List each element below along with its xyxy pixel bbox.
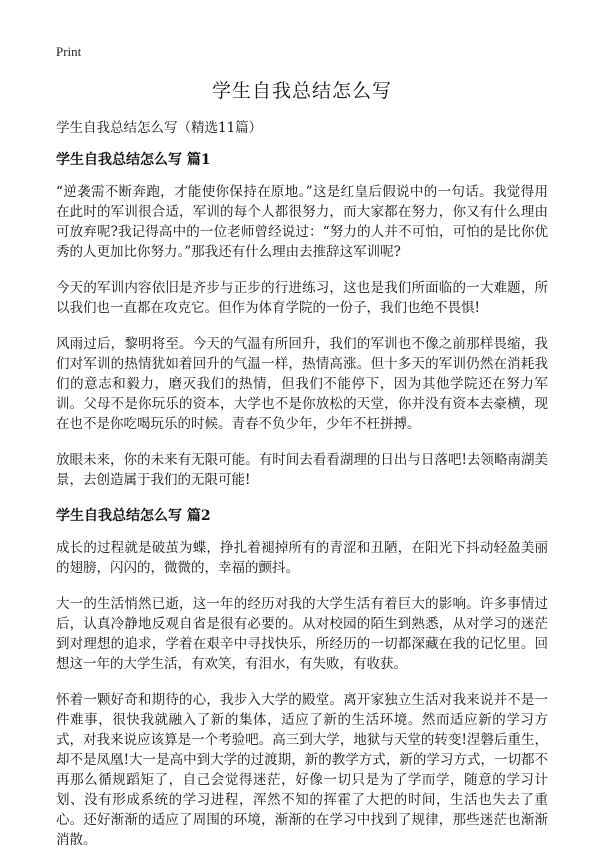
- paragraph: 风雨过后，黎明将至。今天的气温有所回升，我们的军训也不像之前那样畏缩，我们对军训的热情犹如着回升的气温一样，热情高涨。但十多天的军训仍然在消耗我们的意志和毅力，磨灭我们的热情，但我们不能停下，因为其他学院还在努力军训。父母不是你玩乐的资本，大学也不是你放松的天堂，你并没有资本去豪横，现在也不是你吃喝玩乐的时候。青春不负少年，少年不枉拼搏。: [56, 336, 548, 432]
- paragraph: 成长的过程就是破茧为蝶，挣扎着褪掉所有的青涩和丑陋，在阳光下抖动轻盈美丽的翅膀，闪闪的，微微的，幸福的颤抖。: [56, 540, 548, 576]
- section-heading: 学生自我总结怎么写 篇2: [56, 508, 211, 524]
- document-title: 学生自我总结怎么写: [211, 80, 392, 102]
- print-link[interactable]: Print: [56, 44, 82, 59]
- section-heading: 学生自我总结怎么写 篇1: [56, 152, 211, 168]
- paragraph: “逆袭需不断奔跑，才能使你保持在原地。”这是红皇后假说中的一句话。我觉得用在此时的军训很合适，军训的每个人都很努力，而大家都在努力，你又有什么理由可放弃呢?我记得高中的一位老师曾经说过：“努力的人并不可怕，可怕的是比你优秀的人更加比你努力。”那我还有什么理由去推辞这军训呢?: [56, 184, 548, 260]
- document-subtitle: 学生自我总结怎么写（精选11篇）: [56, 120, 263, 136]
- paragraph: 怀着一颗好奇和期待的心，我步入大学的殿堂。离开家独立生活对我来说并不是一件难事，很快我就融入了新的集体，适应了新的生活环境。然而适应新的学习方式，对我来说应该算是一个考验吧。高三到大学，地狱与天堂的转变!涅磐后重生，却不是凤凰!大一是高中到大学的过渡期，新的教学方式，新的学习方式，一切都不再那么循规蹈矩了，自己会觉得迷茫，好像一切只是为了学而学，随意的学习计划、没有形成系统的学习进程，浑然不知的挥霍了大把的时间，生活也失去了重心。还好渐渐的适应了周围的环境，渐渐的在学习中找到了规律，那些迷茫也渐渐消散。: [56, 692, 548, 848]
- paragraph: 今天的军训内容依旧是齐步与正步的行进练习，这也是我们所面临的一大难题，所以我们也一直都在攻克它。但作为体育学院的一份子，我们也绝不畏惧!: [56, 280, 548, 316]
- paragraph: 放眼未来，你的未来有无限可能。有时间去看看湖理的日出与日落吧!去领略南湖美景，去创造属于我们的无限可能!: [56, 452, 548, 488]
- paragraph: 大一的生活悄然已逝，这一年的经历对我的大学生活有着巨大的影响。许多事情过后，认真冷静地反观自省是很有必要的。从对校园的陌生到熟悉，从对学习的迷茫到对理想的追求，学着在艰辛中寻找快乐，所经历的一切都深藏在我的记忆里。回想这一年的大学生活，有欢笑，有泪水，有失败，有收获。: [56, 596, 548, 672]
- section-2: [56, 506, 548, 850]
- section-1: [56, 150, 548, 490]
